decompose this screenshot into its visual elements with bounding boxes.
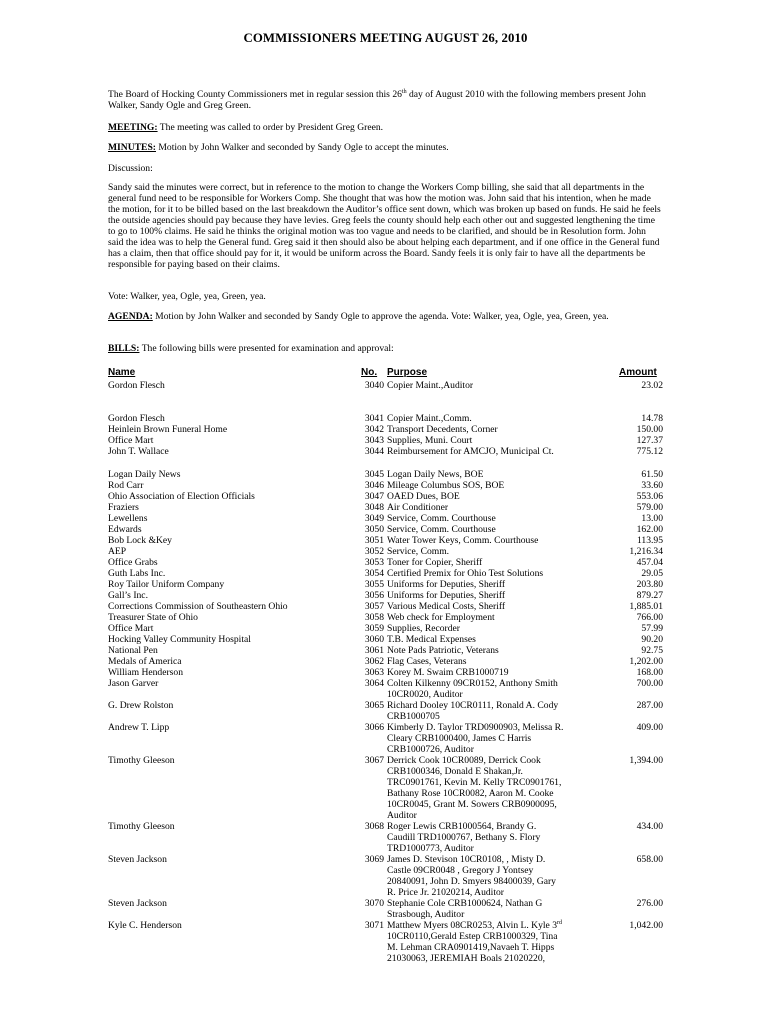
bill-number: 3067 — [364, 755, 384, 766]
bill-name: Steven Jackson — [108, 898, 167, 909]
bill-number: 3057 — [364, 601, 384, 612]
bill-name: Guth Labs Inc. — [108, 568, 166, 579]
bill-purpose: Note Pads Patriotic, Veterans — [387, 645, 499, 656]
bill-purpose: Flag Cases, Veterans — [387, 656, 467, 667]
bill-number: 3051 — [364, 535, 384, 546]
bill-amount: 658.00 — [636, 854, 663, 865]
bills-text: The following bills were presented for examination and approval: — [139, 343, 394, 354]
bill-amount: 57.99 — [641, 623, 663, 634]
bill-amount: 162.00 — [636, 524, 663, 535]
bill-number: 3068 — [364, 821, 384, 832]
bill-number: 3063 — [364, 667, 384, 678]
bill-name: Gordon Flesch — [108, 413, 165, 424]
bill-name: John T. Wallace — [108, 446, 169, 457]
bill-amount: 1,042.00 — [629, 920, 663, 931]
bill-amount: 14.78 — [641, 413, 663, 424]
bill-number: 3044 — [364, 446, 384, 457]
bill-name: Steven Jackson — [108, 854, 167, 865]
bill-name: Office Grabs — [108, 557, 158, 568]
bill-number: 3043 — [364, 435, 384, 446]
bill-number: 3064 — [364, 678, 384, 689]
bill-number: 3048 — [364, 502, 384, 513]
bill-amount: 150.00 — [636, 424, 663, 435]
bill-amount: 23.02 — [641, 380, 663, 391]
bill-amount: 61.50 — [641, 469, 663, 480]
bill-number: 3065 — [364, 700, 384, 711]
bill-number: 3055 — [364, 579, 384, 590]
bill-amount: 203.80 — [636, 579, 663, 590]
bill-name: Hocking Valley Community Hospital — [108, 634, 251, 645]
bill-amount: 579.00 — [636, 502, 663, 513]
bill-purpose: Derrick Cook 10CR0089, Derrick Cook CRB1000346, Donald E Shakan,Jr. TRC0901761, Kevin M. Kelly TRC0901761, Bathany Rose 10CR0082, Aaron M. Cooke 10CR0045, Grant M. Sowers CRB0900095, Auditor — [387, 755, 562, 821]
bill-amount: 127.37 — [636, 435, 663, 446]
bill-number: 3053 — [364, 557, 384, 568]
bill-amount: 879.27 — [636, 590, 663, 601]
bill-purpose: OAED Dues, BOE — [387, 491, 460, 502]
bill-amount: 90.20 — [641, 634, 663, 645]
bill-name: Edwards — [108, 524, 142, 535]
bill-purpose: Logan Daily News, BOE — [387, 469, 484, 480]
bill-number: 3059 — [364, 623, 384, 634]
bill-name: Roy Tailor Uniform Company — [108, 579, 225, 590]
bill-name: Heinlein Brown Funeral Home — [108, 424, 228, 435]
intro-paragraph — [108, 89, 663, 111]
bill-name: Rod Carr — [108, 480, 144, 491]
bill-amount: 775.12 — [636, 446, 663, 457]
bill-name: Gordon Flesch — [108, 380, 165, 391]
minutes-paragraph — [108, 142, 663, 153]
bill-name: Medals of America — [108, 656, 182, 667]
minutes-label: MINUTES: — [108, 142, 156, 153]
bill-amount: 168.00 — [636, 667, 663, 678]
bill-purpose: Colten Kilkenny 09CR0152, Anthony Smith 10CR0020, Auditor — [387, 678, 558, 700]
agenda-paragraph — [108, 311, 663, 322]
bill-number: 3045 — [364, 469, 384, 480]
intro-superscript: th — [401, 89, 407, 95]
bill-amount: 92.75 — [641, 645, 663, 656]
bill-purpose: Air Conditioner — [387, 502, 449, 513]
bill-purpose: Various Medical Costs, Sheriff — [387, 601, 506, 612]
bill-amount: 1,394.00 — [629, 755, 663, 766]
bill-name: Timothy Gleeson — [108, 755, 175, 766]
bill-number: 3061 — [364, 645, 384, 656]
bill-amount: 13.00 — [641, 513, 663, 524]
bill-number: 3056 — [364, 590, 384, 601]
intro-text-b: day of August 2010 with the following members present John Walker, Sandy Ogle and Greg Green. — [108, 89, 646, 111]
bill-purpose: Service, Comm. — [387, 546, 450, 557]
bill-amount: 553.06 — [636, 491, 663, 502]
bill-name: Office Mart — [108, 435, 154, 446]
bill-number: 3058 — [364, 612, 384, 623]
bill-number: 3052 — [364, 546, 384, 557]
intro-text-a: The Board of Hocking County Commissioners met in regular session this 26 — [108, 89, 402, 100]
bill-purpose: Water Tower Keys, Comm. Courthouse — [387, 535, 539, 546]
bill-amount: 287.00 — [636, 700, 663, 711]
bill-number: 3062 — [364, 656, 384, 667]
bill-number: 3050 — [364, 524, 384, 535]
bill-purpose-part-b: 10CR0110,Gerald Estep CRB1000329, Tina M. Lehman CRA0901419,Navaeh T. Hipps 21030063, JEREMIAH Boals 21020220, — [387, 931, 558, 964]
bill-purpose: Copier Maint.,Comm. — [387, 413, 472, 424]
bill-amount: 457.04 — [636, 557, 663, 568]
agenda-label: AGENDA: — [108, 311, 153, 322]
bill-purpose: Service, Comm. Courthouse — [387, 513, 496, 524]
header-name: Name — [108, 367, 136, 378]
bill-number: 3054 — [364, 568, 384, 579]
header-amount: Amount — [619, 367, 657, 378]
bill-purpose: Richard Dooley 10CR0111, Ronald A. Cody CRB1000705 — [387, 700, 559, 722]
bills-paragraph — [108, 343, 663, 354]
bill-number: 3040 — [364, 380, 384, 391]
meeting-label: MEETING: — [108, 122, 158, 133]
bill-purpose: Web check for Employment — [387, 612, 495, 623]
bill-name: Logan Daily News — [108, 469, 181, 480]
bill-purpose: Toner for Copier, Sheriff — [387, 557, 483, 568]
bill-amount: 1,885.01 — [629, 601, 663, 612]
bill-name: Timothy Gleeson — [108, 821, 175, 832]
bill-number: 3070 — [364, 898, 384, 909]
bill-name: Corrections Commission of Southeastern Ohio — [108, 601, 288, 612]
discussion-paragraph: Sandy said the minutes were correct, but in reference to the motion to change the Workers Comp billing, she said that all departments in the general fund need to be responsible for Workers Comp. She thought that was how the motion was. John said that his intention, when he made the motion, for it to be billed based on the last breakdown the Auditor’s office sent down, which was broken up based on funds. He said he feels the outside agencies should pay because they have levies. Greg feels the county should help each other out and suggested lengthening the time to go to 100% claims. He said he thinks the original motion was too vague and needs to be clarified, and should be in Resolution form. John said the idea was to help the General fund. Greg said it then should also be about helping each department, and if one office in the General fund has a claim, then that office should pay for it, it would be uniform across the Board. Sandy feels it is only fair to have all the departments be responsible for paying based on their claims. — [108, 182, 661, 270]
agenda-text: Motion by John Walker and seconded by Sandy Ogle to approve the agenda. Vote: Walker, yea, Ogle, yea, Green, yea. — [152, 311, 609, 322]
bill-amount: 113.95 — [636, 535, 663, 546]
bill-number: 3066 — [364, 722, 384, 733]
bill-name: Gall’s Inc. — [108, 590, 148, 601]
bill-purpose: Stephanie Cole CRB1000624, Nathan G Strasbough, Auditor — [387, 898, 543, 920]
bill-amount: 29.05 — [641, 568, 663, 579]
bill-purpose: Reimbursement for AMCJO, Municipal Ct. — [387, 446, 554, 457]
bill-purpose-part-a: Matthew Myers 08CR0253, Alvin L. Kyle 3 — [387, 920, 558, 931]
bill-name: Jason Garver — [108, 678, 159, 689]
bill-amount: 33.60 — [641, 480, 663, 491]
bill-purpose: Korey M. Swaim CRB1000719 — [387, 667, 509, 678]
bill-amount: 276.00 — [636, 898, 663, 909]
header-no: No. — [361, 367, 378, 378]
bills-table-header — [108, 367, 663, 379]
bill-number: 3071 — [364, 920, 384, 931]
bill-number: 3047 — [364, 491, 384, 502]
bill-purpose: Uniforms for Deputies, Sheriff — [387, 590, 506, 601]
bill-number: 3042 — [364, 424, 384, 435]
bill-name: Fraziers — [108, 502, 139, 513]
bill-purpose: Mileage Columbus SOS, BOE — [387, 480, 505, 491]
bill-name: Bob Lock &Key — [108, 535, 172, 546]
bill-amount: 409.00 — [636, 722, 663, 733]
bill-purpose: Uniforms for Deputies, Sheriff — [387, 579, 506, 590]
discussion-label: Discussion: — [108, 163, 153, 174]
bill-name: Treasurer State of Ohio — [108, 612, 198, 623]
bill-purpose: Transport Decedents, Corner — [387, 424, 498, 435]
bills-label: BILLS: — [108, 343, 140, 354]
bill-purpose: Roger Lewis CRB1000564, Brandy G. Caudill TRD1000767, Bethany S. Flory TRD1000773, Auditor — [387, 821, 541, 854]
bill-name: William Henderson — [108, 667, 184, 678]
bill-name: Ohio Association of Election Officials — [108, 491, 255, 502]
bill-name: Andrew T. Lipp — [108, 722, 170, 733]
bill-purpose: Certified Premix for Ohio Test Solutions — [387, 568, 544, 579]
bill-amount: 1,216.34 — [629, 546, 663, 557]
bill-number: 3069 — [364, 854, 384, 865]
bill-amount: 1,202.00 — [629, 656, 663, 667]
bill-number: 3046 — [364, 480, 384, 491]
bill-name: Office Mart — [108, 623, 154, 634]
bill-purpose: Kimberly D. Taylor TRD0900903, Melissa R. Cleary CRB1000400, James C Harris CRB1000726, Auditor — [387, 722, 564, 755]
bill-name: G. Drew Rolston — [108, 700, 174, 711]
bill-amount: 700.00 — [636, 678, 663, 689]
bill-purpose: Copier Maint.,Auditor — [387, 380, 474, 391]
bill-purpose: T.B. Medical Expenses — [387, 634, 476, 645]
bill-amount: 766.00 — [636, 612, 663, 623]
header-purpose: Purpose — [387, 367, 428, 378]
bill-name: AEP — [108, 546, 127, 557]
bill-name: Lewellens — [108, 513, 148, 524]
bill-purpose: Supplies, Recorder — [387, 623, 461, 634]
bill-number: 3049 — [364, 513, 384, 524]
bill-purpose-superscript: rd — [557, 920, 563, 926]
bill-purpose: Supplies, Muni. Court — [387, 435, 473, 446]
meeting-text: The meeting was called to order by President Greg Green. — [157, 122, 384, 133]
bill-name: National Pen — [108, 645, 158, 656]
page-title: COMMISSIONERS MEETING AUGUST 26, 2010 — [243, 31, 528, 45]
meeting-paragraph — [108, 122, 663, 133]
vote-paragraph: Vote: Walker, yea, Ogle, yea, Green, yea. — [108, 291, 266, 302]
bill-number: 3041 — [364, 413, 384, 424]
bill-number: 3060 — [364, 634, 384, 645]
bill-purpose: Service, Comm. Courthouse — [387, 524, 496, 535]
bill-name: Kyle C. Henderson — [108, 920, 182, 931]
bill-purpose — [387, 920, 565, 964]
minutes-text: Motion by John Walker and seconded by Sandy Ogle to accept the minutes. — [155, 142, 449, 153]
bill-purpose: James D. Stevison 10CR0108, , Misty D. Castle 09CR0048 , Gregory J Yontsey 20840091, John D. Smyers 98400039, Gary R. Price Jr. 21020214, Auditor — [387, 854, 556, 898]
bill-amount: 434.00 — [636, 821, 663, 832]
